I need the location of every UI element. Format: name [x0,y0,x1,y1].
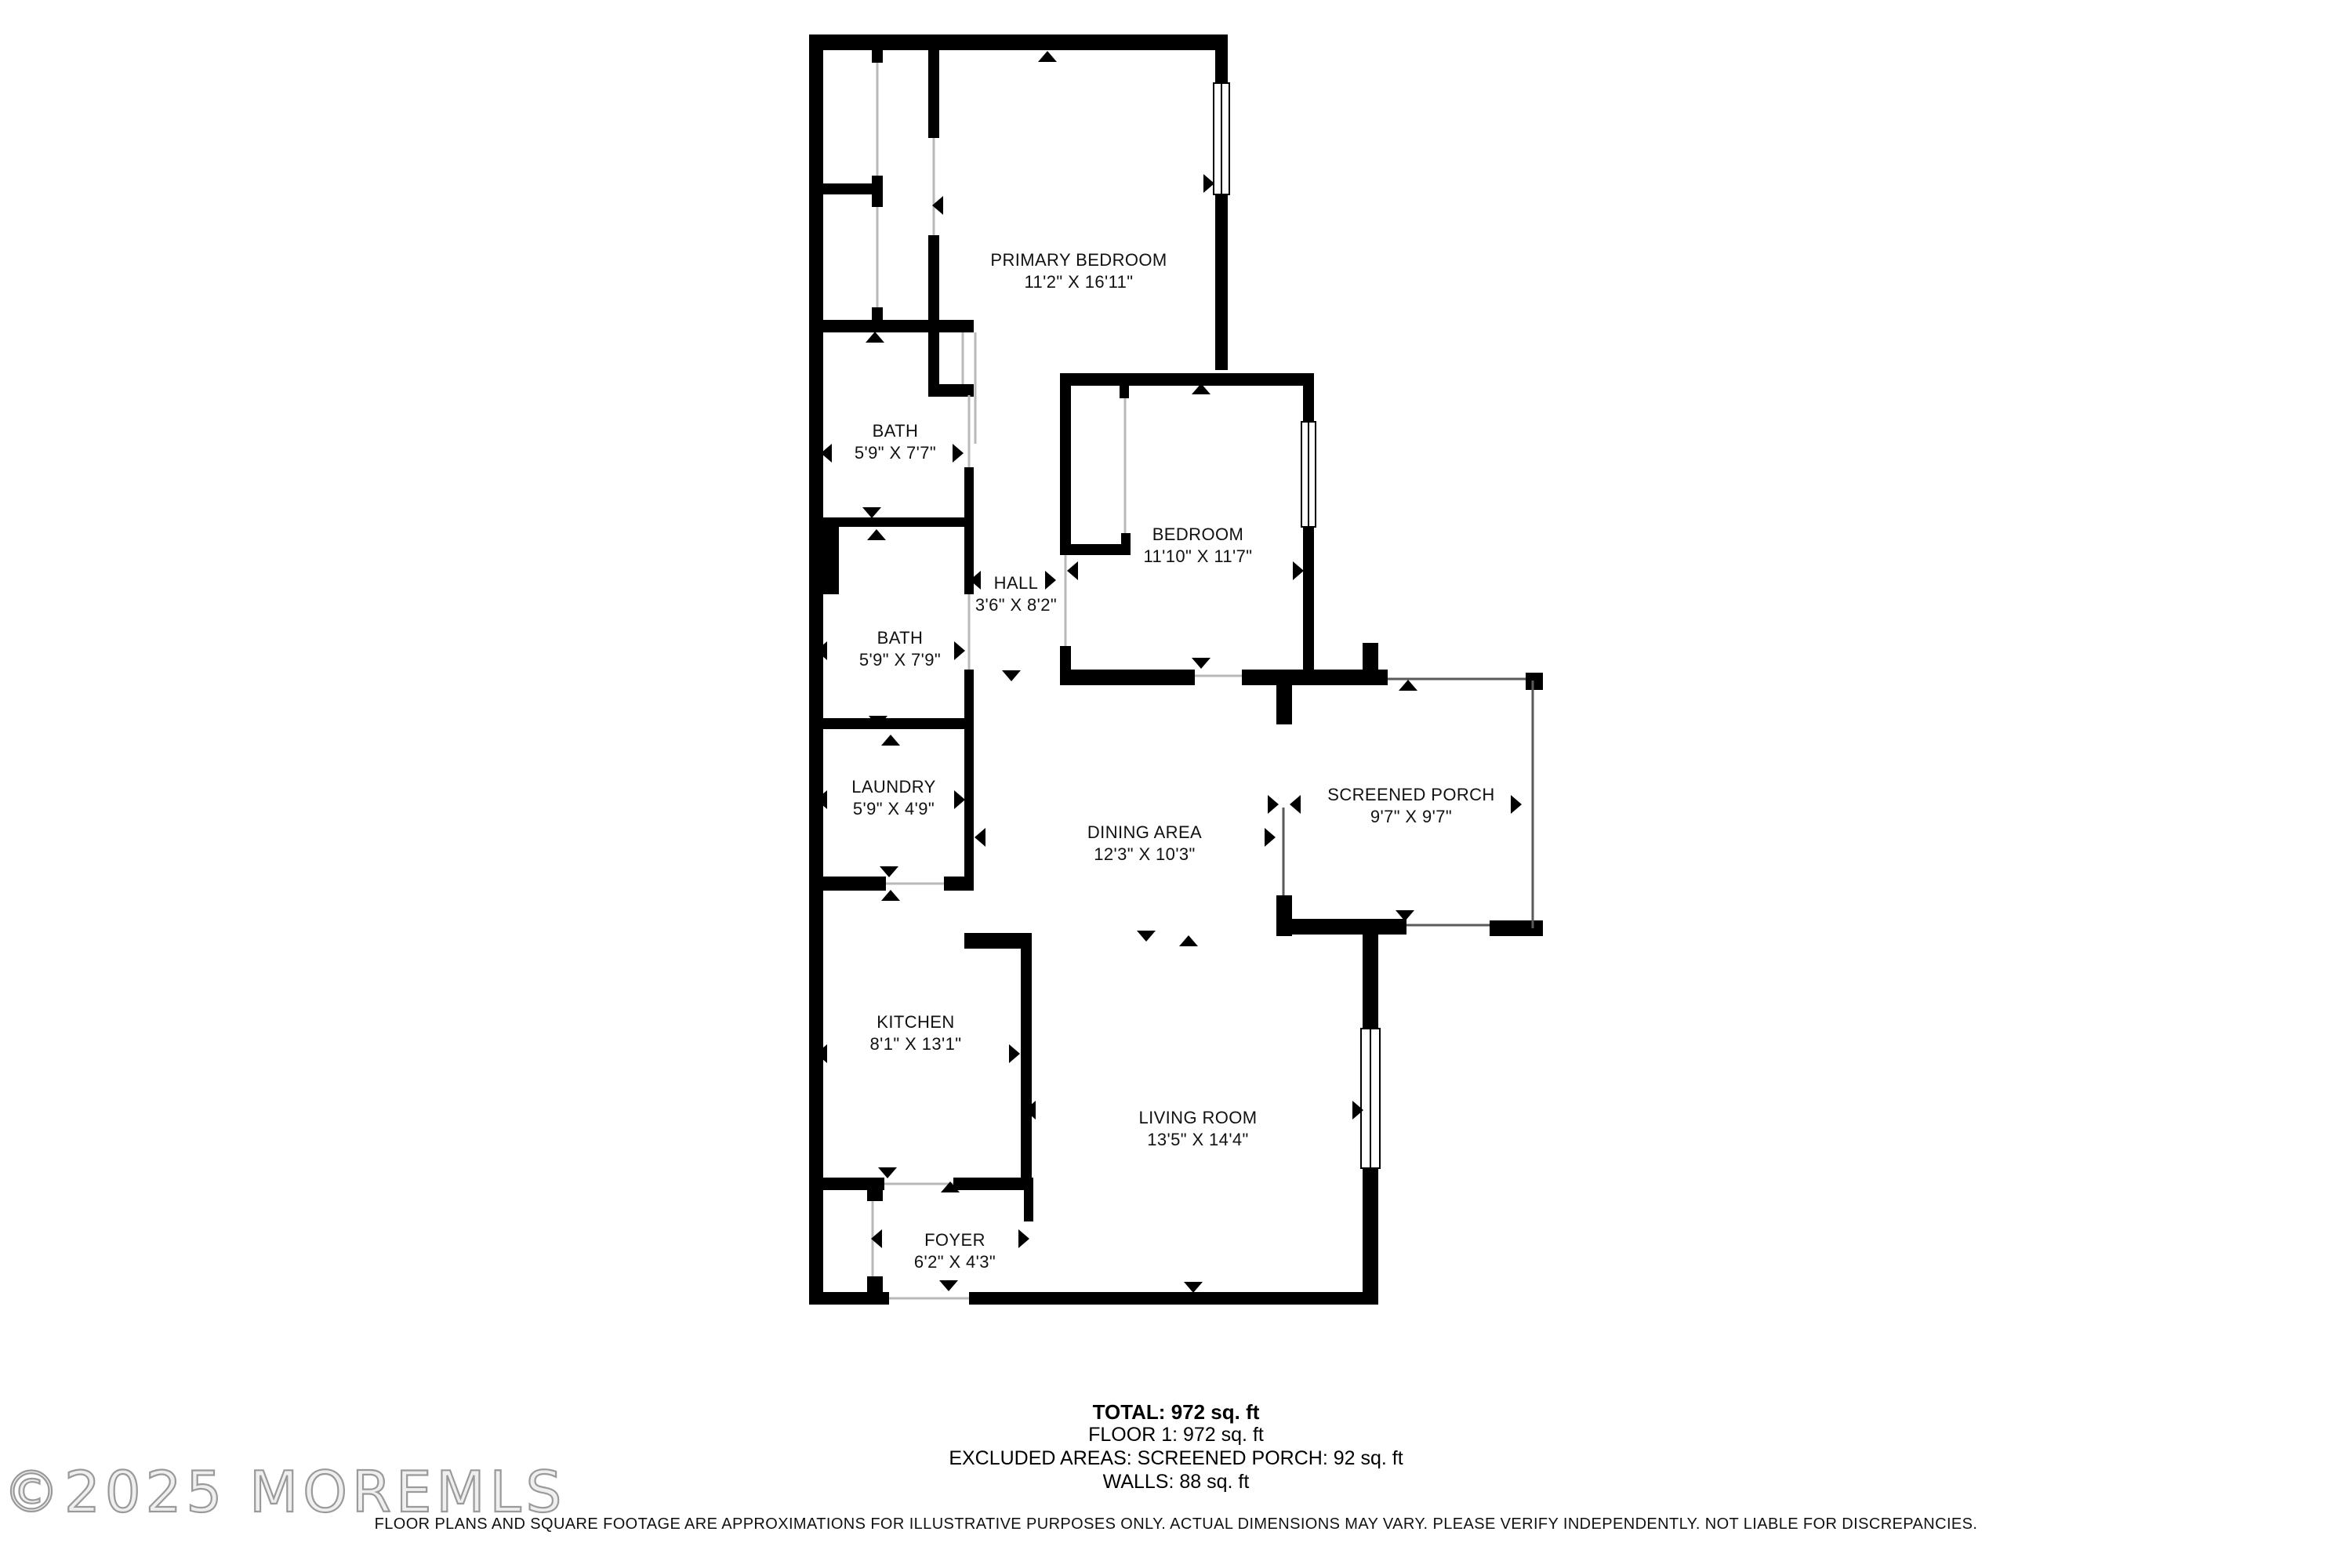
summary-floor1: FLOOR 1: 972 sq. ft [1088,1424,1264,1446]
room-dims: 3'6" X 8'2" [975,596,1058,615]
room-name: DINING AREA [1087,824,1203,843]
room-dims: 6'2" X 4'3" [913,1253,996,1272]
room-dims: 8'1" X 13'1" [869,1035,962,1054]
primary-bedroom-window-icon [1214,83,1229,194]
room-label-laundry [851,779,936,821]
room-dims: 9'7" X 9'7" [1370,808,1453,826]
room-name: HALL [993,575,1039,593]
room-dims: 5'9" X 4'9" [852,800,935,818]
room-label-bedroom [1144,526,1253,568]
living-room-window-icon [1361,1029,1380,1168]
disclaimer-text: FLOOR PLANS AND SQUARE FOOTAGE ARE APPROXIMATIONS FOR ILLUSTRATIVE PURPOSES ONLY. ACTUAL DIMENSIONS MAY VARY. PLEASE VERIFY INDEPENDENTLY. NOT LIABLE FOR DISCREPANCIES. [374,1516,1978,1534]
room-name: BATH [872,423,919,441]
room-name: FOYER [924,1232,985,1250]
room-dims: 5'9" X 7'9" [858,651,942,670]
room-label-screened-porch [1327,786,1494,829]
room-label-bath-1 [855,423,936,465]
room-label-living-room [1138,1109,1257,1152]
room-label-dining-area [1087,824,1202,866]
room-dims: 5'9" X 7'7" [854,444,937,463]
summary-excluded: EXCLUDED AREAS: SCREENED PORCH: 92 sq. ft [949,1447,1403,1469]
room-label-hall [975,575,1057,617]
room-label-primary-bedroom [990,252,1167,294]
room-dims: 11'10" X 11'7" [1143,547,1253,566]
room-dims: 13'5" X 14'4" [1147,1131,1249,1149]
room-dims: 12'3" X 10'3" [1094,845,1196,864]
room-name: SCREENED PORCH [1327,786,1495,805]
room-name: PRIMARY BEDROOM [990,252,1167,270]
room-label-bath-2 [859,630,941,672]
room-name: BATH [877,630,924,648]
summary-walls: WALLS: 88 sq. ft [1102,1471,1250,1493]
summary-total: TOTAL: 972 sq. ft [1092,1400,1260,1424]
room-dims: 11'2" X 16'11" [1024,273,1134,292]
room-label-foyer [914,1232,996,1274]
room-name: LAUNDRY [851,779,936,797]
room-name: LIVING ROOM [1138,1109,1258,1128]
room-label-kitchen [870,1014,962,1056]
bedroom-window-icon [1301,422,1316,527]
room-name: BEDROOM [1152,526,1244,545]
watermark: ©2025 MOREMLS [3,1461,567,1526]
room-name: KITCHEN [877,1014,955,1033]
